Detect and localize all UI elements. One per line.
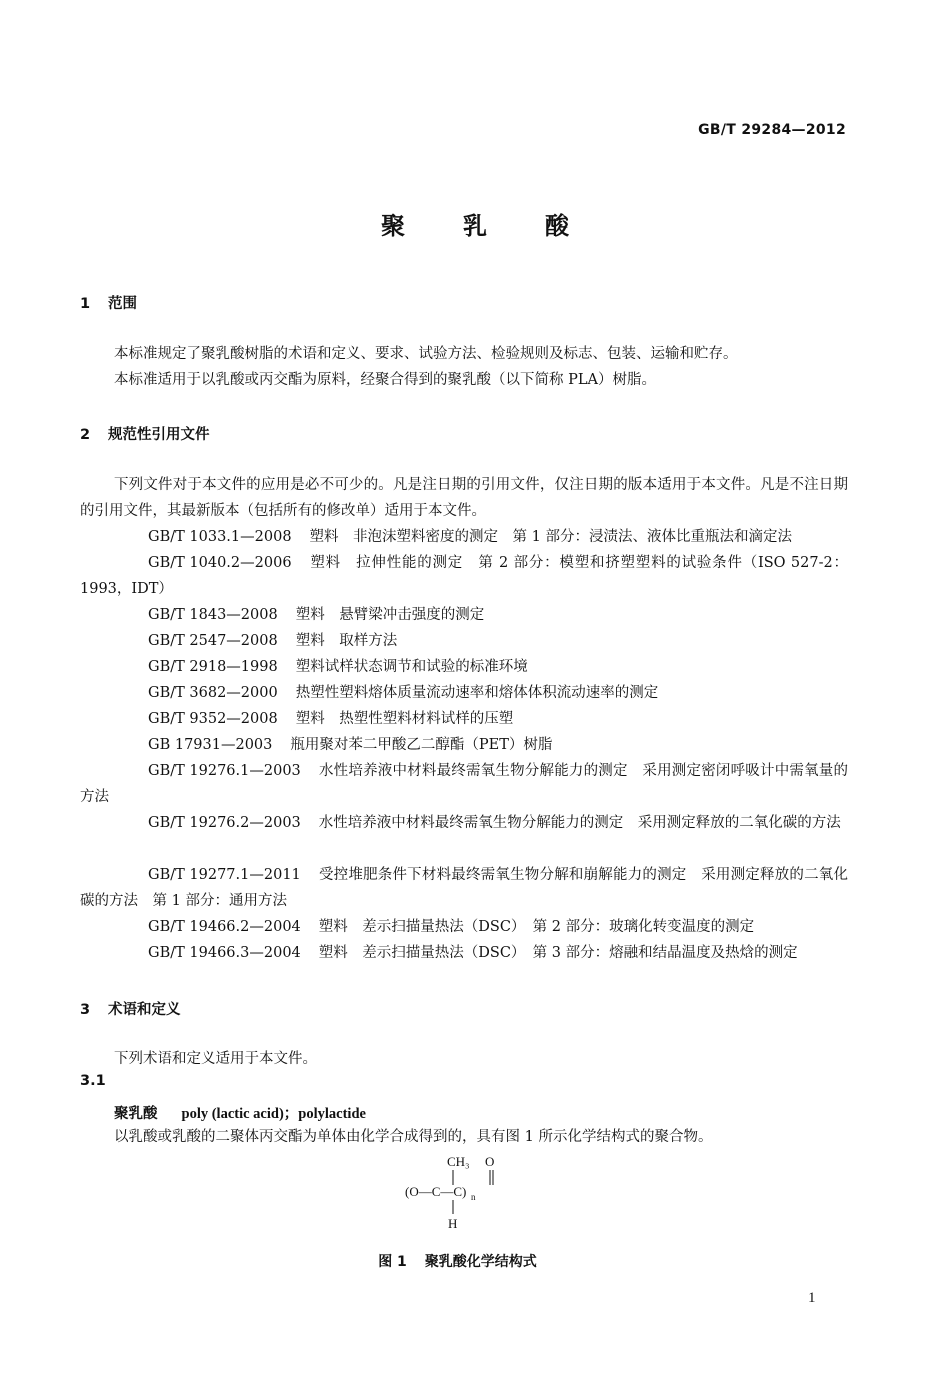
- scope-paragraph-1: 本标准规定了聚乳酸树脂的术语和定义、要求、试验方法、检验规则及标志、包装、运输和贮存。: [114, 346, 738, 362]
- reference-code: GB/T 19466.2—2004: [148, 919, 301, 935]
- terms-intro: 下列术语和定义适用于本文件。: [114, 1051, 317, 1067]
- reference-entry: [80, 602, 848, 628]
- reference-title: 水性培养液中材料最终需氧生物分解能力的测定 采用测定密闭呼吸计中需氧量的方法: [80, 763, 848, 805]
- section-number: 1: [80, 296, 91, 312]
- reference-title: 塑料 差示扫描量热法（DSC） 第 3 部分：熔融和结晶温度及热焓的测定: [318, 945, 798, 961]
- reference-title: 受控堆肥条件下材料最终需氧生物分解和崩解能力的测定 采用测定释放的二氧化碳的方法 第 1 部分：通用方法: [80, 867, 848, 909]
- reference-title: 塑料 差示扫描量热法（DSC） 第 2 部分：玻璃化转变温度的测定: [318, 919, 755, 935]
- reference-entry: [80, 732, 848, 758]
- reference-entry: [80, 550, 848, 602]
- section-title: 术语和定义: [108, 1002, 181, 1018]
- reference-title: 水性培养液中材料最终需氧生物分解能力的测定 采用测定释放的二氧化碳的方法: [318, 815, 841, 831]
- reference-title: 塑料 悬臂梁冲击强度的测定: [295, 607, 485, 623]
- polylactide-structure-figure: [395, 1152, 535, 1232]
- reference-entry: [80, 940, 848, 966]
- section-number: 2: [80, 427, 91, 443]
- methyl-group-label: CH₃: [447, 1154, 470, 1169]
- reference-code: GB 17931—2003: [148, 737, 273, 753]
- term-heading: [114, 1102, 366, 1123]
- repeat-subscript: n: [471, 1192, 476, 1202]
- section-title: 规范性引用文件: [108, 427, 210, 443]
- term-entry-number: 3.1: [80, 1073, 106, 1089]
- reference-code: GB/T 19276.1—2003: [148, 763, 301, 779]
- reference-code: GB/T 1040.2—2006: [148, 555, 292, 571]
- figure-caption-text: 聚乳酸化学结构式: [424, 1254, 537, 1270]
- section-heading-terms: [80, 998, 181, 1019]
- reference-entry: [80, 654, 848, 680]
- reference-entry: [80, 810, 848, 836]
- backbone-label: (O—C—C): [405, 1184, 467, 1199]
- page-number: 1: [808, 1290, 816, 1306]
- term-english: poly (lactic acid)；polylactide: [181, 1106, 366, 1122]
- reference-code: GB/T 3682—2000: [148, 685, 278, 701]
- reference-code: GB/T 2918—1998: [148, 659, 278, 675]
- reference-entry: [80, 758, 848, 810]
- reference-code: GB/T 19276.2—2003: [148, 815, 301, 831]
- section-heading-normative-refs: [80, 423, 210, 444]
- section-title: 范围: [108, 296, 137, 312]
- reference-title: 塑料 取样方法: [295, 633, 398, 649]
- term-chinese: 聚乳酸: [114, 1105, 158, 1122]
- term-definition: 以乳酸或乳酸的二聚体丙交酯为单体由化学合成得到的，具有图 1 所示化学结构式的聚合物。: [114, 1129, 713, 1145]
- reference-title: 塑料 拉伸性能的测定 第 2 部分：模塑和挤塑塑料的试验条件（ISO 527-2：1993，IDT）: [80, 555, 848, 597]
- scope-paragraph-2: 本标准适用于以乳酸或丙交酯为原料，经聚合得到的聚乳酸（以下简称 PLA）树脂。: [114, 372, 656, 388]
- reference-code: GB/T 19466.3—2004: [148, 945, 301, 961]
- reference-code: GB/T 1843—2008: [148, 607, 278, 623]
- figure-caption: [0, 1251, 915, 1271]
- section-heading-scope: [80, 292, 137, 313]
- reference-title: 瓶用聚对苯二甲酸乙二醇酯（PET）树脂: [290, 737, 553, 753]
- reference-code: GB/T 9352—2008: [148, 711, 278, 727]
- reference-title: 热塑性塑料熔体质量流动速率和熔体体积流动速率的测定: [295, 685, 659, 701]
- figure-label: 图 1: [378, 1254, 407, 1270]
- reference-entry: [80, 524, 848, 550]
- normative-refs-intro: 下列文件对于本文件的应用是必不可少的。凡是注日期的引用文件，仅注日期的版本适用于本文件。凡是不注日期的引用文件，其最新版本（包括所有的修改单）适用于本文件。: [80, 477, 848, 519]
- reference-entry: [80, 914, 848, 940]
- reference-code: GB/T 1033.1—2008: [148, 529, 292, 545]
- reference-title: 塑料 非泡沫塑料密度的测定 第 1 部分：浸渍法、液体比重瓶法和滴定法: [309, 529, 792, 545]
- reference-title: 塑料试样状态调节和试验的标准环境: [295, 659, 528, 675]
- section-number: 3: [80, 1002, 91, 1018]
- reference-entry: [80, 680, 848, 706]
- reference-entry: [80, 628, 848, 654]
- standard-number: GB/T 29284—2012: [698, 122, 846, 138]
- hydrogen-label: H: [448, 1216, 458, 1231]
- reference-title: 塑料 热塑性塑料材料试样的压塑: [295, 711, 514, 727]
- reference-entry: [80, 862, 848, 914]
- reference-code: GB/T 19277.1—2011: [148, 867, 301, 883]
- document-title: 聚乳酸: [381, 212, 627, 240]
- reference-entry: [80, 706, 848, 732]
- carbonyl-oxygen-label: O: [485, 1154, 495, 1169]
- reference-code: GB/T 2547—2008: [148, 633, 278, 649]
